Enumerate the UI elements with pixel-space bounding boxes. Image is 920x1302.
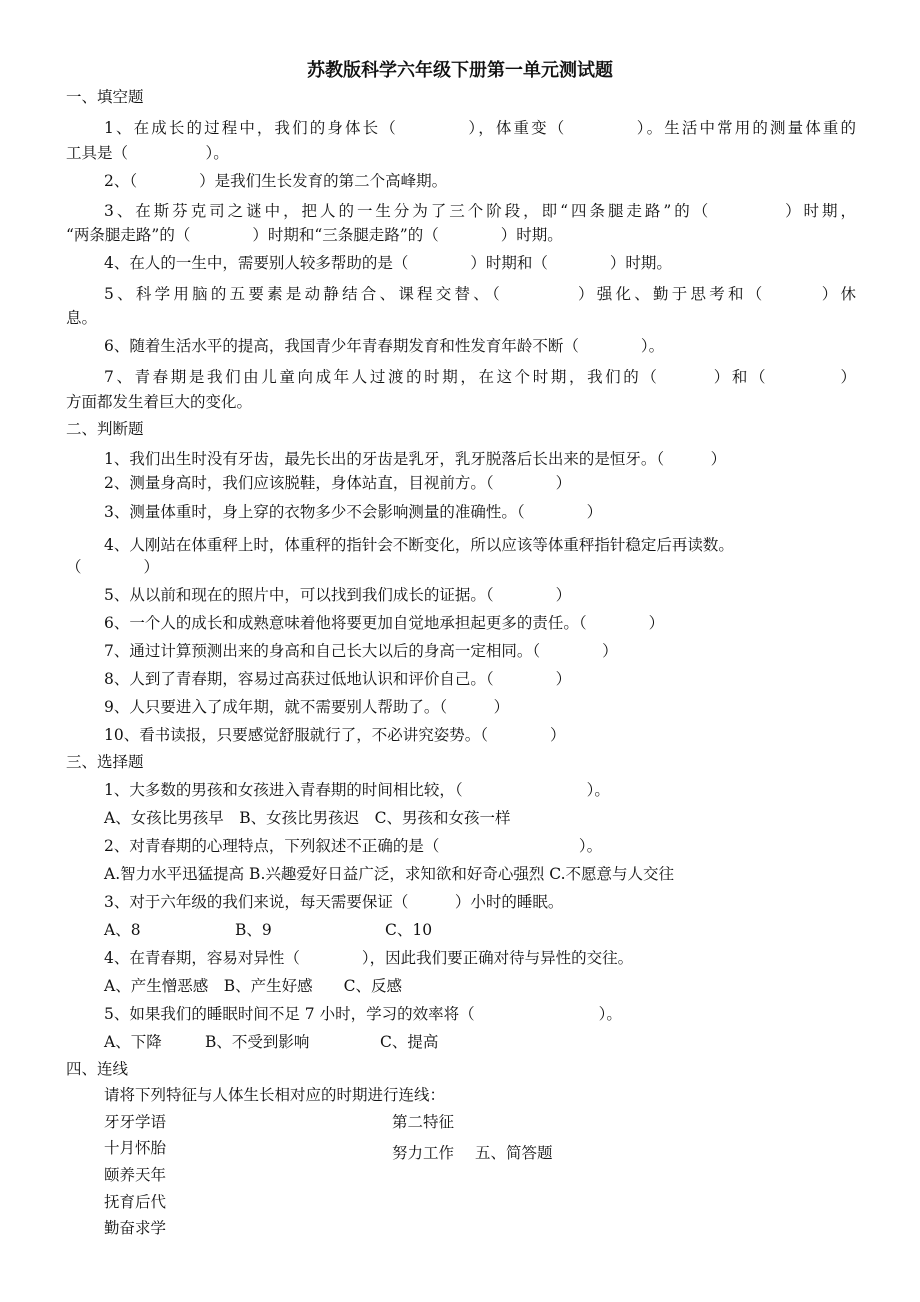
choice-options-1: A、女孩比男孩早 B、女孩比男孩迟 C、男孩和女孩一样 (104, 809, 511, 827)
match-left-item: 牙牙学语 (104, 1113, 167, 1131)
fill-question-3-cont: “两条腿走路”的（ ）时期和“三条腿走路”的（ ）时期。 (66, 226, 563, 244)
section-heading-short-answer: 五、简答题 (475, 1144, 553, 1162)
match-left-item: 勤奋求学 (104, 1219, 167, 1237)
match-left-item: 颐养天年 (104, 1166, 167, 1184)
choice-question-1: 1、大多数的男孩和女孩进入青春期的时间相比较，（ ）。 (104, 781, 610, 799)
fill-question-7-cont: 方面都发生着巨大的变化。 (66, 393, 253, 411)
match-instruction: 请将下列特征与人体生长相对应的时期进行连线： (104, 1086, 446, 1104)
choice-question-5: 5、如果我们的睡眠时间不足 7 小时，学习的效率将（ ）。 (104, 1005, 622, 1023)
judge-question-8: 8、人到了青春期，容易过高获过低地认识和评价自己。（ ） (104, 670, 572, 688)
fill-question-3: 3、在斯芬克司之谜中，把人的一生分为了三个阶段，即“四条腿走路”的（ ）时期， (104, 202, 856, 220)
match-left-item: 十月怀胎 (104, 1139, 167, 1157)
judge-question-4: 4、人刚站在体重秤上时，体重秤的指针会不断变化，所以应该等体重秤指针稳定后再读数。 (104, 536, 734, 554)
match-right-item: 努力工作 (392, 1144, 455, 1162)
fill-question-1: 1、在成长的过程中，我们的身体长（ ），体重变（ ）。生活中常用的测量体重的 (104, 119, 856, 137)
judge-question-2: 2、测量身高时，我们应该脱鞋，身体站直，目视前方。（ ） (104, 474, 572, 492)
choice-option-3b: B、9 (235, 921, 272, 939)
judge-question-9: 9、人只要进入了成年期，就不需要别人帮助了。（ ） (104, 698, 510, 716)
section-heading-choice: 三、选择题 (66, 753, 144, 771)
section-heading-judge: 二、判断题 (66, 420, 144, 438)
choice-question-4: 4、在青春期，容易对异性（ ），因此我们要正确对待与异性的交往。 (104, 949, 634, 967)
judge-question-6: 6、一个人的成长和成熟意味着他将要更加自觉地承担起更多的责任。（ ） (104, 614, 665, 632)
judge-question-10: 10、看书读报，只要感觉舒服就行了，不必讲究姿势。（ ） (104, 726, 566, 744)
match-right-item: 第二特征 (392, 1113, 455, 1131)
judge-question-3: 3、测量体重时，身上穿的衣物多少不会影响测量的准确性。（ ） (104, 503, 603, 521)
match-left-item: 抚育后代 (104, 1193, 167, 1211)
choice-options-4: A、产生憎恶感 B、产生好感 C、反感 (104, 977, 402, 995)
fill-question-2: 2、（ ）是我们生长发育的第二个高峰期。 (104, 172, 448, 190)
fill-question-7: 7、青春期是我们由儿童向成年人过渡的时期，在这个时期，我们的（ ）和（ ） (104, 368, 856, 386)
choice-option-5a: A、下降 (104, 1033, 162, 1051)
page-title: 苏教版科学六年级下册第一单元测试题 (307, 60, 613, 81)
choice-question-3: 3、对于六年级的我们来说，每天需要保证（ ）小时的睡眠。 (104, 893, 564, 911)
choice-question-2: 2、对青春期的心理特点，下列叙述不正确的是（ ）。 (104, 837, 603, 855)
choice-option-3a: A、8 (104, 921, 141, 939)
fill-question-1-cont: 工具是（ ）。 (66, 144, 229, 162)
fill-question-6: 6、随着生活水平的提高，我国青少年青春期发育和性发育年龄不断（ ）。 (104, 337, 665, 355)
fill-question-5-cont: 息。 (66, 309, 98, 327)
judge-question-1: 1、我们出生时没有牙齿，最先长出的牙齿是乳牙，乳牙脱落后长出来的是恒牙。（ ） (104, 450, 727, 468)
judge-question-7: 7、通过计算预测出来的身高和自己长大以后的身高一定相同。（ ） (104, 642, 618, 660)
choice-option-5c: C、提高 (380, 1033, 439, 1051)
choice-option-3c: C、10 (385, 921, 433, 939)
fill-question-4: 4、在人的一生中，需要别人较多帮助的是（ ）时期和（ ）时期。 (104, 254, 672, 272)
judge-question-4-cont: （ ） (66, 558, 160, 576)
judge-question-5: 5、从以前和现在的照片中，可以找到我们成长的证据。（ ） (104, 586, 572, 604)
choice-option-5b: B、不受到影响 (205, 1033, 310, 1051)
fill-question-5: 5、科学用脑的五要素是动静结合、课程交替、（ ）强化、勤于思考和（ ）休 (104, 285, 856, 303)
choice-options-2: A.智力水平迅猛提高 B.兴趣爱好日益广泛，求知欲和好奇心强烈 C.不愿意与人交往 (104, 865, 675, 883)
section-heading-fill: 一、填空题 (66, 88, 144, 106)
section-heading-match: 四、连线 (66, 1060, 129, 1078)
